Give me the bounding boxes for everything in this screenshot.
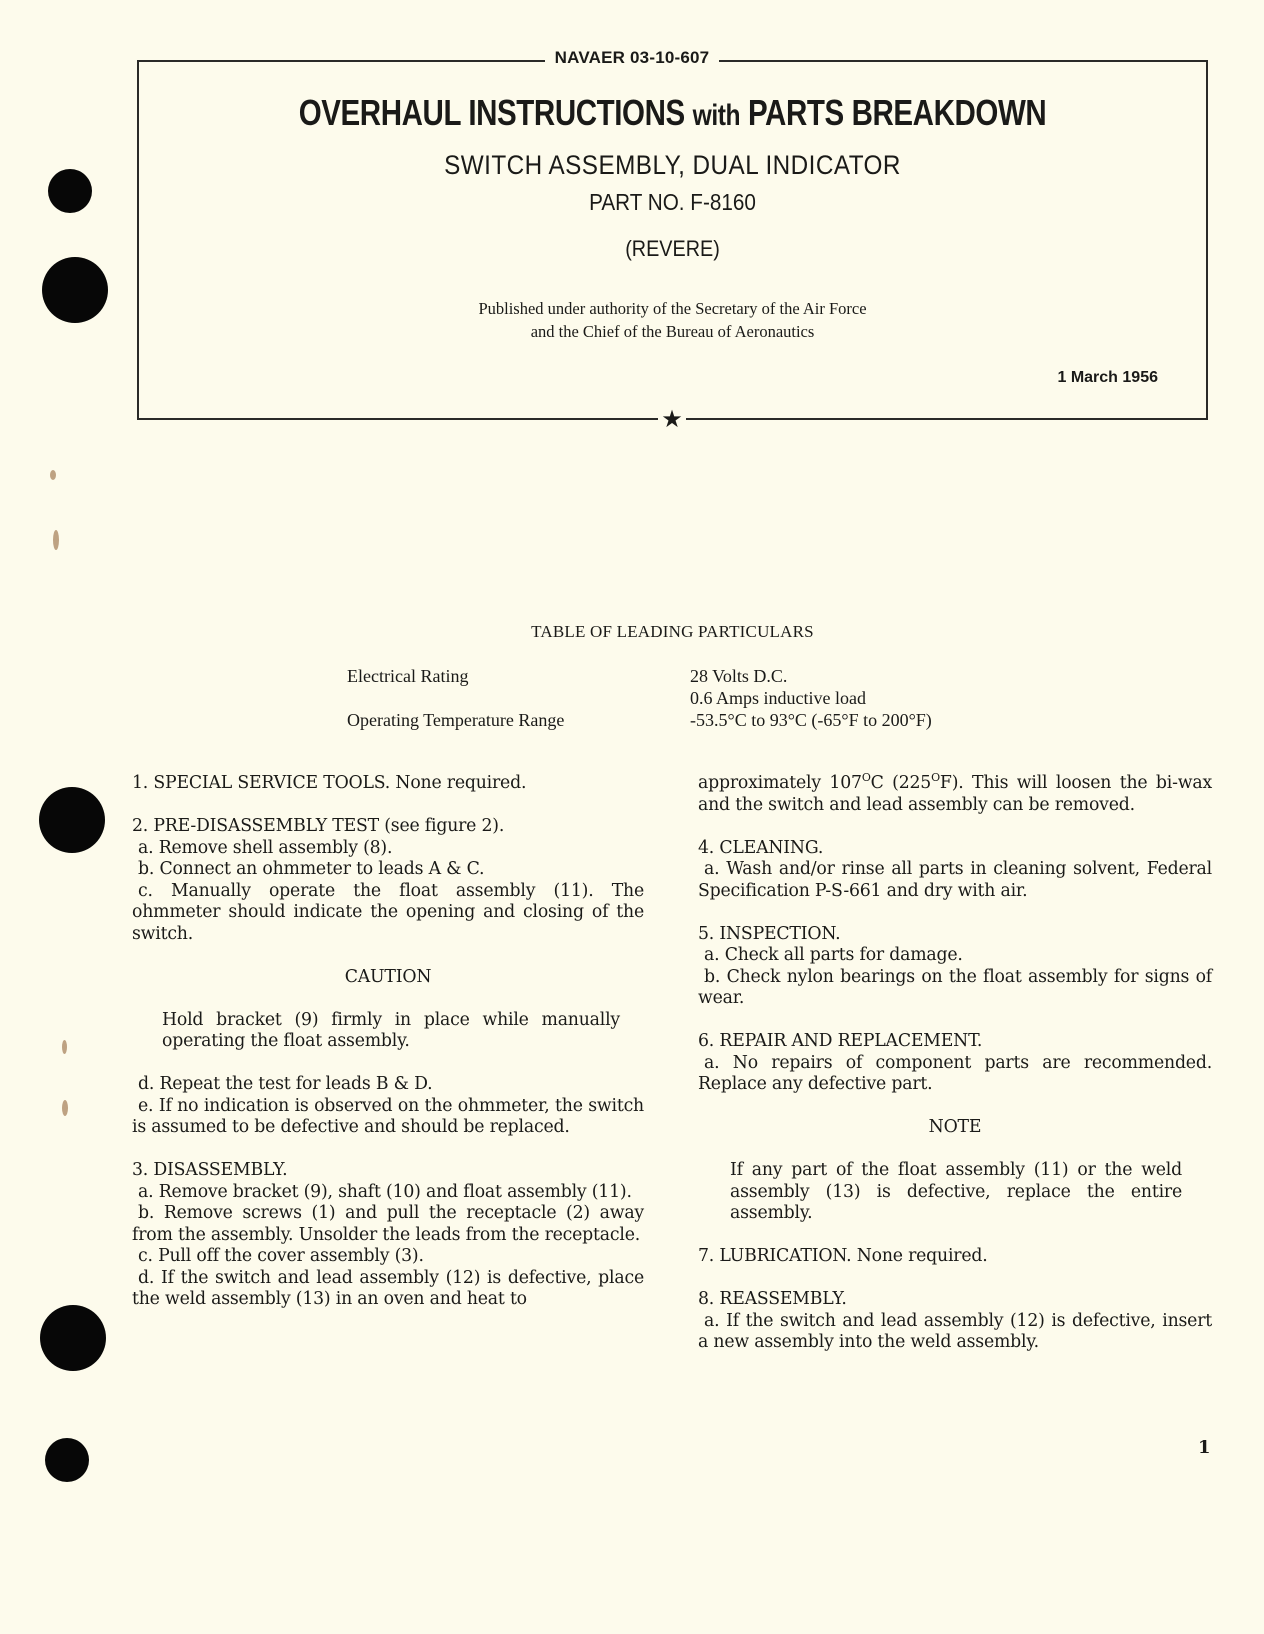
publication-authority: Published under authority of the Secretary of the Air Force and the Chief of the Bureau of Aeronautics — [478, 299, 867, 341]
step: b. Check nylon bearings on the float assembly for signs of wear. — [698, 966, 1212, 1008]
step: a. If the switch and lead assembly (12) is defective, insert a new assembly into the weld assembly. — [698, 1310, 1212, 1352]
manufacturer: (REVERE) — [625, 236, 720, 261]
step: d. Repeat the test for leads B & D. — [138, 1074, 433, 1094]
star-icon: ★ — [658, 405, 686, 433]
right-column — [698, 773, 1212, 1354]
note-title: NOTE — [928, 1117, 982, 1137]
step: a. Check all parts for damage. — [704, 945, 963, 965]
page-number: 1 — [1198, 1437, 1211, 1458]
step: b. Remove screws (1) and pull the receptacle (2) away from the assembly. Unsolder the leads from the receptacle. — [132, 1203, 644, 1245]
equipment-name: SWITCH ASSEMBLY, DUAL INDICATOR — [444, 150, 901, 180]
document-title: OVERHAUL INSTRUCTIONS with PARTS BREAKDOWN — [298, 92, 1047, 133]
paper-stain — [50, 470, 56, 480]
step-continuation: approximately $107^OC$ $(225^OF)$. This will loosen the bi-wax and the switch and lead assembly can be removed. — [698, 771, 1212, 815]
paper-stain — [62, 1100, 68, 1116]
part-number: PART NO. F-8160 — [589, 189, 756, 215]
particular-label: Electrical Rating — [347, 666, 469, 686]
particular-value: 28 Volts D.C. — [690, 666, 788, 686]
section-heading: 2. PRE-DISASSEMBLY TEST (see figure 2). — [132, 816, 505, 836]
left-column — [132, 773, 644, 1311]
note-text: If any part of the float assembly (11) or the weld assembly (13) is defective, replace the entire assembly. — [730, 1160, 1182, 1223]
step: a. Remove bracket (9), shaft (10) and float assembly (11). — [138, 1181, 632, 1202]
step: a. Remove shell assembly (8). — [138, 837, 393, 858]
section-heading: 4. CLEANING. — [698, 837, 824, 858]
step: a. Wash and/or rinse all parts in cleaning solvent, Federal Specification P-S-661 and dry with air. — [698, 859, 1212, 901]
step: d. If the switch and lead assembly (12) is defective, place the weld assembly (13) in an oven and heat to — [132, 1267, 644, 1309]
publication-date: 1 March 1956 — [1057, 369, 1158, 386]
paper-stain — [53, 530, 59, 550]
particular-label: Operating Temperature Range — [347, 710, 565, 730]
leading-particulars-title: TABLE OF LEADING PARTICULARS — [531, 622, 814, 641]
binder-hole — [40, 1305, 106, 1371]
step: b. Connect an ohmmeter to leads A & C. — [138, 859, 485, 879]
paper-stain — [62, 1040, 67, 1054]
particular-value: -53.5°C to 93°C (-65°F to 200°F) — [690, 710, 932, 730]
section-lubrication: 7. LUBRICATION. None required. — [698, 1246, 988, 1266]
binder-hole — [45, 1438, 89, 1482]
binder-hole — [42, 257, 108, 323]
step: a. No repairs of component parts are recommended. Replace any defective part. — [698, 1052, 1212, 1094]
step: c. Pull off the cover assembly (3). — [138, 1246, 424, 1266]
step: c. Manually operate the float assembly (11). The ohmmeter should indicate the opening and closing of the switch. — [132, 880, 644, 944]
caution-text: Hold bracket (9) firmly in place while manually operating the float assembly. — [162, 1009, 620, 1051]
section-heading: 8. REASSEMBLY. — [698, 1289, 847, 1309]
section-heading: 6. REPAIR AND REPLACEMENT. — [698, 1031, 983, 1051]
binder-hole — [48, 169, 92, 213]
document-number: NAVAER 03-10-607 — [0, 48, 1264, 68]
binder-hole — [39, 787, 105, 853]
section-heading: 3. DISASSEMBLY. — [132, 1160, 288, 1180]
section-heading: 5. INSPECTION. — [698, 923, 841, 944]
section-special-service-tools: 1. SPECIAL SERVICE TOOLS. None required. — [132, 773, 527, 793]
step: e. If no indication is observed on the ohmmeter, the switch is assumed to be defective and should be replaced. — [132, 1095, 644, 1137]
caution-title: CAUTION — [344, 966, 432, 987]
particular-value: 0.6 Amps inductive load — [690, 688, 866, 708]
